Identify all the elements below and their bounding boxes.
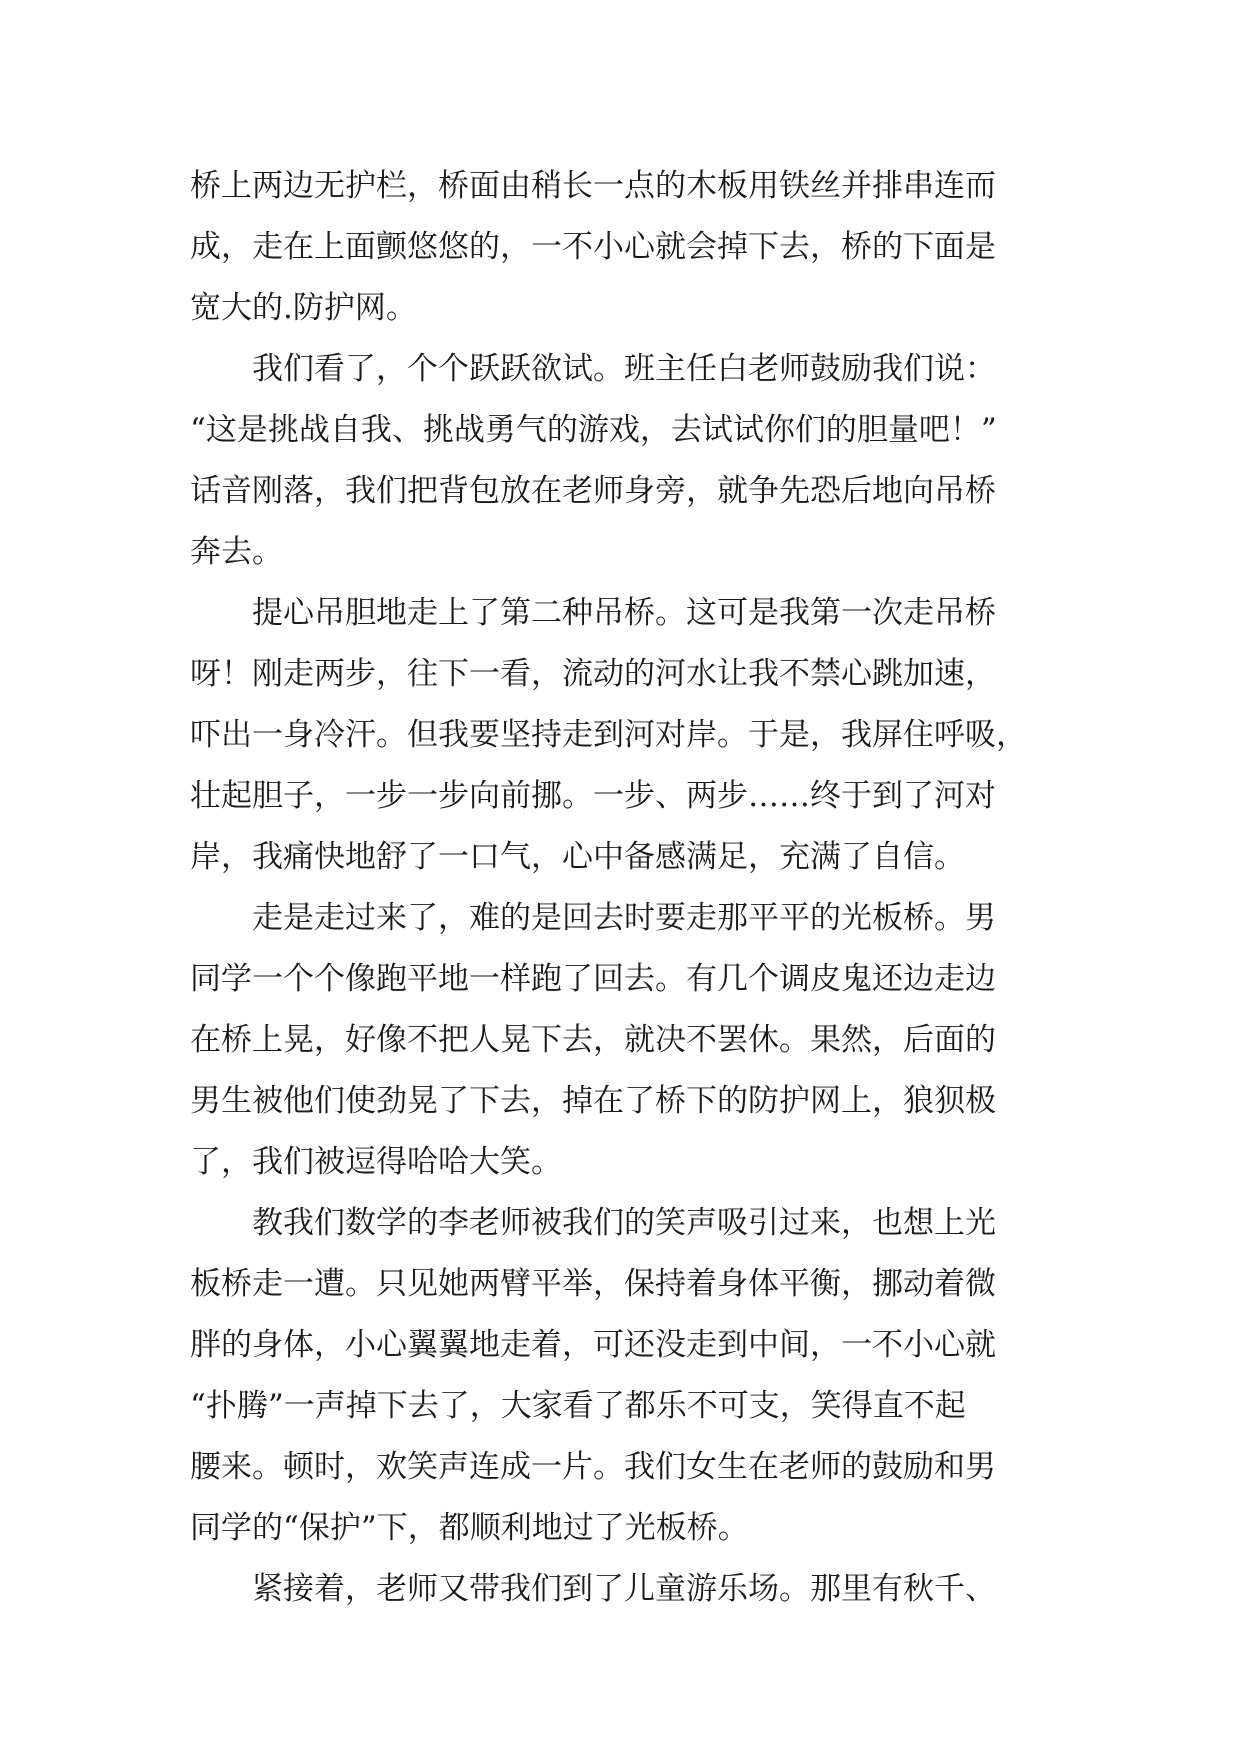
- text-line: 板桥走一遭。只见她两臂平举，保持着身体平衡，挪动着微: [190, 1266, 996, 1302]
- text-line: 吓出一身冷汗。但我要坚持走到河对岸。于是，我屏住呼吸，: [190, 717, 1027, 753]
- text-line: 男生被他们使劲晃了下去，掉在了桥下的防护网上，狼狈极: [190, 1083, 996, 1119]
- body-text: [190, 156, 1070, 1620]
- text-line: “这是挑战自我、挑战勇气的游戏，去试试你们的胆量吧！”: [190, 412, 997, 448]
- text-line: 桥上两边无护栏，桥面由稍长一点的木板用铁丝并排串连而: [190, 168, 996, 204]
- text-line: 胖的身体，小心翼翼地走着，可还没走到中间，一不小心就: [190, 1327, 996, 1363]
- text-line: 话音刚落，我们把背包放在老师身旁，就争先恐后地向吊桥: [190, 473, 996, 509]
- text-line: 岸，我痛快地舒了一口气，心中备感满足，充满了自信。: [190, 839, 965, 875]
- paragraph-first-line: 我们看了，个个跃跃欲试。班主任白老师鼓励我们说：: [252, 351, 996, 387]
- text-line: 壮起胆子，一步一步向前挪。一步、两步……终于到了河对: [190, 778, 996, 814]
- text-line: 成，走在上面颤悠悠的，一不小心就会掉下去，桥的下面是: [190, 229, 996, 265]
- text-line: 腰来。顿时，欢笑声连成一片。我们女生在老师的鼓励和男: [190, 1449, 996, 1485]
- paragraph-first-line: 教我们数学的李老师被我们的笑声吸引过来，也想上光: [252, 1205, 996, 1241]
- paragraph-first-line: 走是走过来了，难的是回去时要走那平平的光板桥。男: [252, 900, 996, 936]
- text-line: 同学的“保护”下，都顺利地过了光板桥。: [190, 1510, 749, 1546]
- text-line: 同学一个个像跑平地一样跑了回去。有几个调皮鬼还边走边: [190, 961, 996, 997]
- text-line: 奔去。: [190, 534, 283, 570]
- text-line: 宽大的.防护网。: [190, 290, 417, 326]
- paragraph-first-line: 紧接着，老师又带我们到了儿童游乐场。那里有秋千、: [252, 1571, 996, 1607]
- paragraph-first-line: 提心吊胆地走上了第二种吊桥。这可是我第一次走吊桥: [252, 595, 996, 631]
- text-line: 呀！刚走两步，往下一看，流动的河水让我不禁心跳加速，: [190, 656, 996, 692]
- text-line: “扑腾”一声掉下去了，大家看了都乐不可支，笑得直不起: [190, 1388, 966, 1424]
- text-line: 在桥上晃，好像不把人晃下去，就决不罢休。果然，后面的: [190, 1022, 996, 1058]
- text-line: 了，我们被逗得哈哈大笑。: [190, 1144, 562, 1180]
